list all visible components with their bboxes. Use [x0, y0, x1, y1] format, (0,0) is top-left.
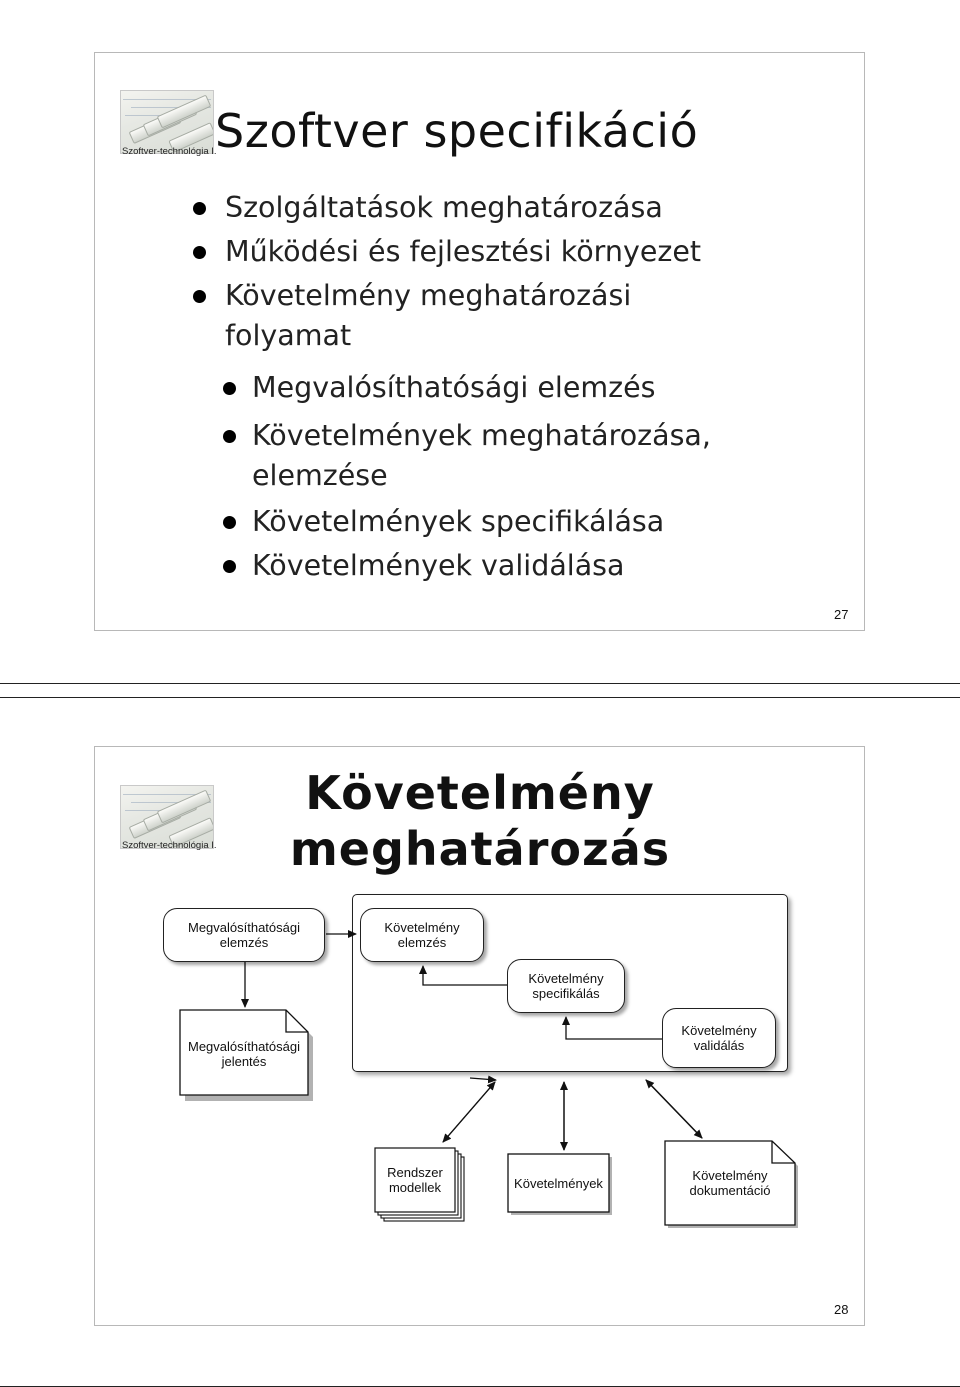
logo-caption: Szoftver-technológia I. — [122, 146, 217, 157]
node-label: specifikálás — [532, 986, 600, 1001]
arrow-box-models-a — [470, 1078, 496, 1080]
node-label: elemzés — [397, 935, 447, 950]
node-label: Követelmény — [681, 1023, 757, 1038]
node-requirements-analysis — [360, 908, 484, 962]
node-requirements-specification — [507, 959, 625, 1013]
node-label: elemzés — [219, 935, 269, 950]
doc-requirements — [508, 1154, 609, 1212]
logo-caption: Szoftver-technológia I. — [122, 840, 217, 851]
sub-bullet-text: Megvalósíthatósági elemzés — [252, 371, 656, 404]
node-label: validálás — [693, 1038, 745, 1053]
node-label: Megvalósíthatósági — [187, 920, 300, 935]
node-requirements-validation — [662, 1008, 776, 1068]
doc-feasibility-report — [180, 1024, 308, 1084]
doc-label: modellek — [388, 1180, 441, 1195]
slide-title-line: meghatározás — [289, 822, 671, 876]
doc-label: dokumentáció — [689, 1183, 771, 1198]
sub-bullet-text: elemzése — [252, 459, 388, 492]
doc-label: Követelmények — [514, 1175, 603, 1191]
sub-bullet-text: Követelmények validálása — [252, 549, 625, 582]
arrow-spec-to-analysis — [423, 966, 507, 985]
doc-requirements-documentation — [665, 1150, 795, 1216]
doc-label: Követelmény — [692, 1168, 768, 1183]
node-feasibility-study — [163, 908, 325, 962]
sub-bullet-text: Követelmények specifikálása — [252, 505, 665, 538]
bullet-text: Szolgáltatások meghatározása — [225, 191, 663, 224]
sub-bullet-text: Követelmények meghatározása, — [252, 419, 711, 452]
slide-title-line: Követelmény — [305, 766, 655, 820]
page-number: 27 — [834, 607, 849, 622]
arrow-doc-to-box — [646, 1080, 702, 1138]
doc-label: Megvalósíthatósági — [187, 1039, 300, 1054]
doc-label: jelentés — [221, 1054, 267, 1069]
doc-label: Rendszer — [387, 1165, 443, 1180]
bullet-text: Működési és fejlesztési környezet — [225, 235, 702, 268]
page-number: 28 — [834, 1302, 849, 1317]
slide-title: Szoftver specifikáció — [215, 104, 699, 158]
node-label: Követelmény — [384, 920, 460, 935]
node-label: Követelmény — [528, 971, 604, 986]
bullet-text: folyamat — [225, 319, 352, 352]
arrow-validation-to-spec — [566, 1017, 662, 1039]
bullet-text: Követelmény meghatározási — [225, 279, 632, 312]
doc-system-models — [375, 1150, 455, 1210]
arrow-models-to-box — [443, 1082, 495, 1142]
